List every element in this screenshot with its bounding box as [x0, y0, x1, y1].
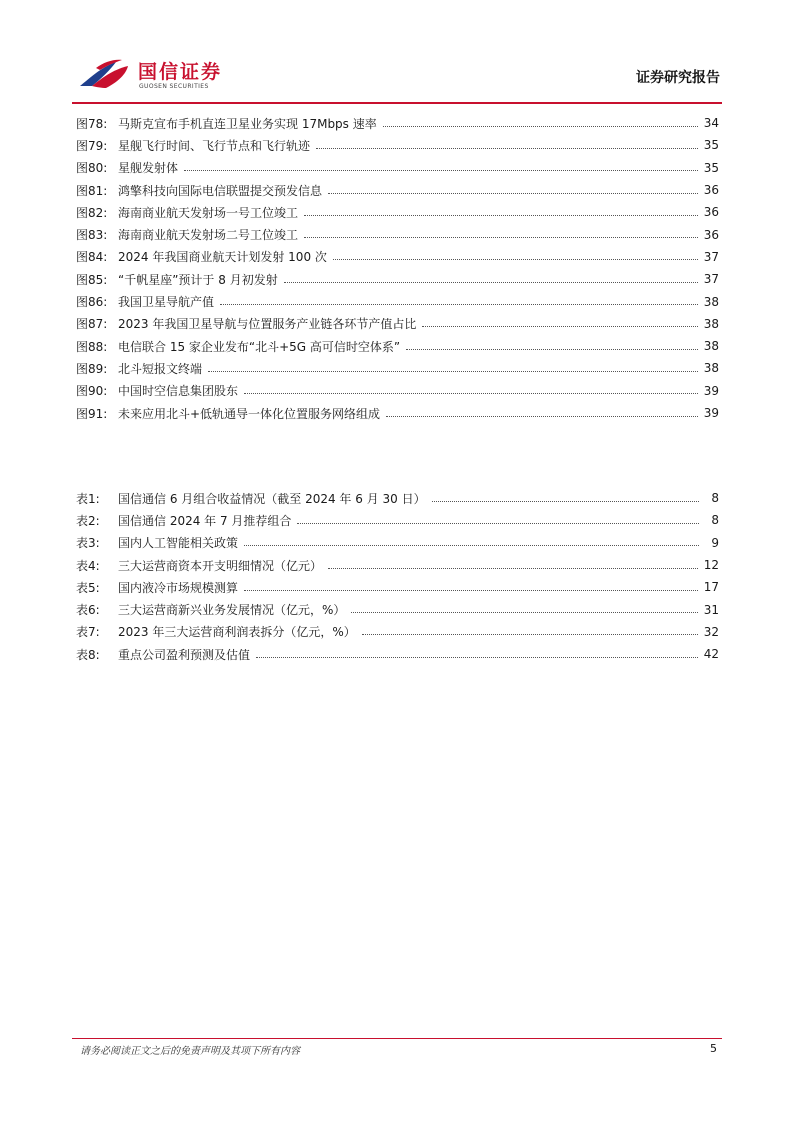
figure-title: “千帆星座”预计于 8 月初发射 [118, 272, 278, 287]
toc-row[interactable] [76, 268, 719, 290]
toc-row[interactable] [76, 380, 719, 402]
figure-label: 图82: [76, 205, 108, 220]
table-label: 表4: [76, 558, 100, 573]
table-title: 2023 年三大运营商利润表拆分（亿元，%） [118, 625, 356, 640]
page-ref: 38 [703, 316, 719, 331]
toc-row[interactable] [76, 554, 719, 576]
table-title: 三大运营商资本开支明细情况（亿元） [118, 558, 323, 573]
figure-label: 图85: [76, 272, 108, 287]
guosen-logo [76, 56, 236, 96]
table-title: 三大运营商新兴业务发展情况（亿元，%） [118, 603, 346, 618]
figure-label: 图86: [76, 295, 108, 310]
dot-leader [297, 523, 699, 524]
page-ref: 9 [711, 535, 719, 550]
dot-leader [184, 170, 698, 171]
footer-disclaimer: 请务必阅读正文之后的免责声明及其项下所有内容 [80, 1046, 300, 1057]
toc-row[interactable] [76, 576, 719, 598]
figure-title: 星舰飞行时间、飞行节点和飞行轨迹 [118, 138, 311, 153]
toc-row[interactable] [76, 357, 719, 379]
page-ref: 8 [711, 513, 719, 528]
page-ref: 35 [703, 138, 719, 153]
figure-label: 图84: [76, 250, 108, 265]
dot-leader [383, 126, 698, 127]
dot-leader [333, 259, 698, 260]
figure-title: 电信联合 15 家企业发布“北斗+5G 高可信时空体系” [118, 339, 401, 354]
dot-leader [422, 326, 697, 327]
page-ref: 12 [703, 558, 719, 573]
dot-leader [244, 590, 698, 591]
figure-label: 图78: [76, 116, 108, 131]
page-number: 5 [710, 1042, 717, 1055]
header-divider [72, 102, 722, 104]
page-ref: 39 [703, 383, 719, 398]
page-ref: 38 [703, 294, 719, 309]
dot-leader [220, 304, 698, 305]
guosen-logo-icon [76, 56, 136, 92]
figure-label: 图80: [76, 161, 108, 176]
page-ref: 42 [703, 647, 719, 662]
table-label: 表8: [76, 647, 100, 662]
page-ref: 37 [703, 272, 719, 287]
figure-title: 星舰发射体 [118, 161, 179, 176]
table-title: 国信通信 2024 年 7 月推荐组合 [118, 513, 292, 528]
table-label: 表5: [76, 580, 100, 595]
toc-row[interactable] [76, 643, 719, 665]
table-title: 重点公司盈利预测及估值 [118, 647, 251, 662]
page-ref: 38 [703, 361, 719, 376]
table-title: 国信通信 6 月组合收益情况（截至 2024 年 6 月 30 日） [118, 491, 426, 506]
figure-title: 海南商业航天发射场一号工位竣工 [118, 205, 299, 220]
toc-row[interactable] [76, 335, 719, 357]
page-ref: 36 [703, 183, 719, 198]
figure-title: 海南商业航天发射场二号工位竣工 [118, 228, 299, 243]
figure-label: 图87: [76, 317, 108, 332]
dot-leader [351, 612, 697, 613]
page-ref: 36 [703, 205, 719, 220]
report-type-label: 证券研究报告 [636, 70, 720, 86]
dot-leader [304, 237, 698, 238]
toc-row[interactable] [76, 246, 719, 268]
dot-leader [208, 371, 698, 372]
toc-row[interactable] [76, 112, 719, 134]
dot-leader [362, 634, 698, 635]
figure-title: 未来应用北斗+低轨通导一体化位置服务网络组成 [118, 406, 381, 421]
toc-row[interactable] [76, 621, 719, 643]
dot-leader [256, 657, 698, 658]
page-ref: 17 [703, 580, 719, 595]
page-ref: 39 [703, 406, 719, 420]
figure-label: 图81: [76, 183, 108, 198]
table-label: 表7: [76, 625, 100, 640]
toc-row[interactable] [76, 201, 719, 223]
page-ref: 31 [703, 602, 719, 617]
figure-title: 我国卫星导航产值 [118, 295, 215, 310]
figure-list [76, 112, 719, 424]
table-label: 表2: [76, 513, 100, 528]
figure-title: 鸿擎科技向国际电信联盟提交预发信息 [118, 183, 323, 198]
table-list [76, 487, 719, 665]
figure-label: 图89: [76, 361, 108, 376]
dot-leader [316, 148, 698, 149]
dot-leader [244, 393, 698, 394]
logo-chinese-name: 国信证券 [138, 61, 223, 83]
toc-row[interactable] [76, 179, 719, 201]
toc-row[interactable] [76, 402, 719, 424]
toc-row[interactable] [76, 509, 719, 531]
figure-label: 图88: [76, 339, 108, 354]
dot-leader [284, 282, 698, 283]
dot-leader [328, 193, 698, 194]
table-label: 表6: [76, 603, 100, 618]
dot-leader [328, 568, 698, 569]
figure-label: 图91: [76, 406, 108, 421]
figure-title: 北斗短报文终端 [118, 361, 203, 376]
toc-row[interactable] [76, 134, 719, 156]
toc-row[interactable] [76, 487, 719, 509]
figure-title: 2024 年我国商业航天计划发射 100 次 [118, 250, 327, 265]
table-label: 表1: [76, 491, 100, 506]
toc-row[interactable] [76, 532, 719, 554]
dot-leader [432, 501, 699, 502]
toc-row[interactable] [76, 598, 719, 620]
footer-divider [72, 1038, 722, 1039]
dot-leader [244, 545, 699, 546]
dot-leader [406, 349, 698, 350]
page-ref: 36 [703, 227, 719, 242]
dot-leader [304, 215, 698, 216]
logo-english-name: GUOSEN SECURITIES [139, 83, 209, 90]
table-label: 表3: [76, 536, 100, 551]
dot-leader [386, 416, 698, 417]
toc-row[interactable] [76, 290, 719, 312]
figure-title: 马斯克宣布手机直连卫星业务实现 17Mbps 速率 [118, 116, 377, 131]
toc-row[interactable] [76, 313, 719, 335]
page-ref: 34 [703, 116, 719, 131]
page-header [72, 56, 722, 100]
figure-label: 图83: [76, 228, 108, 243]
toc-row[interactable] [76, 157, 719, 179]
page-ref: 35 [703, 160, 719, 175]
figure-title: 中国时空信息集团股东 [118, 384, 239, 399]
figure-label: 图90: [76, 384, 108, 399]
page-ref: 37 [703, 249, 719, 264]
toc-row[interactable] [76, 223, 719, 245]
table-title: 国内液冷市场规模测算 [118, 580, 239, 595]
figure-label: 图79: [76, 138, 108, 153]
page-ref: 38 [703, 339, 719, 354]
page-ref: 8 [711, 491, 719, 506]
page-ref: 32 [703, 624, 719, 639]
figure-title: 2023 年我国卫星导航与位置服务产业链各环节产值占比 [118, 317, 417, 332]
table-title: 国内人工智能相关政策 [118, 536, 239, 551]
